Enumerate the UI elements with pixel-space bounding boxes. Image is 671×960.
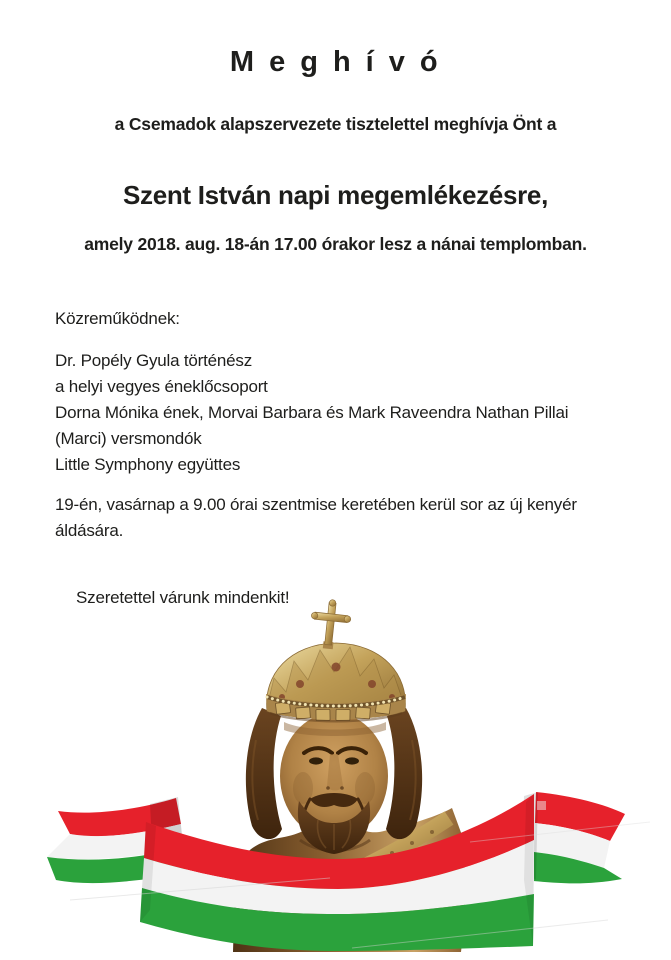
contributor-line: Dorna Mónika ének, Morvai Barbara és Mark Raveendra Nathan Pillai <box>55 403 569 422</box>
cross-icon <box>308 598 352 651</box>
closing-paragraph <box>55 492 577 544</box>
contributors-heading: Közreműködnek: <box>55 309 180 328</box>
contributor-line: a helyi vegyes éneklőcsoport <box>55 377 268 396</box>
contributor-line: Dr. Popély Gyula történész <box>55 351 253 370</box>
contributor-line: Little Symphony együttes <box>55 455 241 474</box>
hair-right <box>386 708 422 839</box>
event-details: amely 2018. aug. 18-án 17.00 órakor lesz a nánai templomban. <box>84 234 587 254</box>
intro-line: a Csemadok alapszervezete tisztelettel meghívja Önt a <box>114 114 557 134</box>
contributor-line: (Marci) versmondók <box>55 429 202 448</box>
hair-left <box>246 708 282 839</box>
event-title: Szent István napi megemlékezésre, <box>122 180 549 210</box>
page-title: M e g h í v ó <box>229 46 442 78</box>
statue-ribbon-artwork <box>0 580 671 960</box>
closing-line: áldására. <box>55 521 124 540</box>
statue-ribbon-illustration <box>0 580 671 960</box>
contributors-list <box>55 348 568 478</box>
farewell-line: Szeretettel várunk mindenkit! <box>76 588 290 607</box>
closing-line: 19-én, vasárnap a 9.00 órai szentmise keretében kerül sor az új kenyér <box>55 495 577 514</box>
holy-crown <box>266 643 406 721</box>
